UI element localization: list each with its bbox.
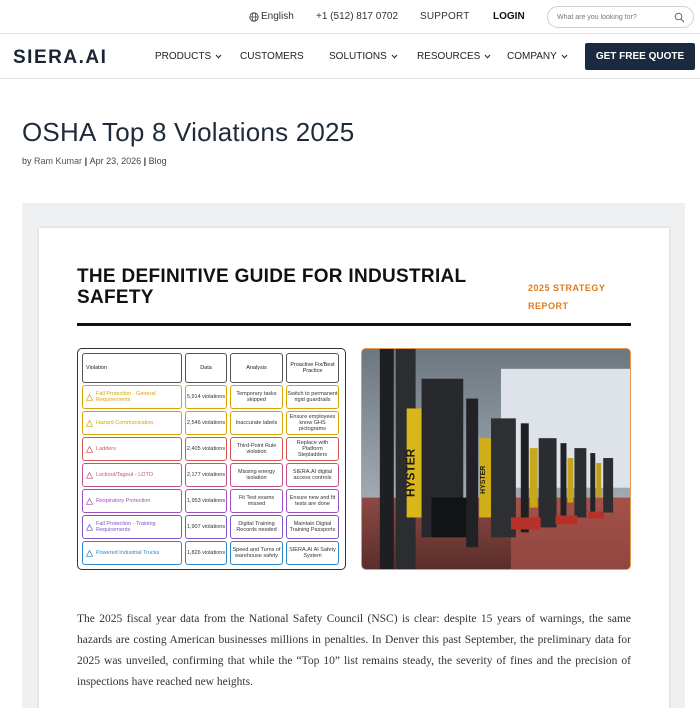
- analysis-cell-text: Missing energy isolation: [238, 469, 275, 481]
- best-practice-cell: [286, 437, 339, 461]
- violations-table: [77, 348, 346, 570]
- chevron-down-icon: [561, 54, 568, 59]
- analysis-cell: [230, 541, 283, 565]
- divider: [77, 323, 631, 326]
- nav-item-company[interactable]: [507, 51, 568, 62]
- best-practice-cell-text: Replace with Platform Stepladders: [296, 440, 329, 458]
- post-date: Apr 23, 2026: [89, 156, 142, 166]
- violation-count-cell: [185, 437, 227, 461]
- nav-item-label: COMPANY: [507, 51, 557, 62]
- best-practice-cell-text: Maintain Digital Training Passports: [289, 521, 336, 533]
- get-free-quote-button[interactable]: GET FREE QUOTE: [585, 43, 695, 70]
- meta-by: by: [22, 156, 32, 166]
- violation-cell: [82, 437, 182, 461]
- featured-image: [39, 228, 669, 708]
- report-label: 2025 STRATEGY REPORT: [528, 283, 606, 311]
- author-link[interactable]: Ram Kumar: [34, 156, 83, 166]
- login-link[interactable]: LOGIN: [493, 11, 525, 22]
- forklift-photo: [361, 348, 631, 570]
- violation-count-cell-text: 5,914 violations: [186, 394, 226, 400]
- hazard-icon: [86, 394, 93, 401]
- utility-bar: [0, 0, 700, 34]
- analysis-cell-text: Digital Training Records needed: [236, 521, 277, 533]
- table-header-cell-text: Analysis: [246, 365, 267, 371]
- analysis-cell: [230, 385, 283, 409]
- analysis-cell-text: Fit Test exams missed: [238, 495, 275, 507]
- violation-name: Lockout/Tagout - LOTO: [96, 472, 154, 478]
- violation-count-cell-text: 1,826 violations: [186, 550, 226, 556]
- svg-text:HYSTER: HYSTER: [480, 465, 488, 494]
- violation-cell: [82, 515, 182, 539]
- globe-icon: [249, 12, 259, 22]
- violation-count-cell-text: 1,953 violations: [186, 498, 226, 504]
- language-label: English: [261, 11, 294, 22]
- violation-name: Ladders: [96, 446, 116, 452]
- best-practice-cell: [286, 385, 339, 409]
- search-input[interactable]: [557, 11, 667, 24]
- nav-item-customers[interactable]: [240, 51, 304, 62]
- analysis-cell-text: Temporary tasks skipped: [236, 391, 277, 403]
- table-header-cell-text: Proactive Fix/Best Practice: [290, 362, 335, 374]
- page-title: OSHA Top 8 Violations 2025: [22, 117, 355, 147]
- violation-count-cell-text: 2,405 violations: [186, 446, 226, 452]
- chevron-down-icon: [391, 54, 398, 59]
- support-link[interactable]: SUPPORT: [420, 11, 470, 22]
- analysis-cell: [230, 489, 283, 513]
- hazard-icon: [86, 550, 93, 557]
- table-header-cell: [230, 353, 283, 383]
- hazard-icon: [86, 472, 93, 479]
- svg-text:HYSTER: HYSTER: [403, 448, 418, 497]
- hazard-icon: [86, 420, 93, 427]
- language-selector[interactable]: [249, 11, 294, 22]
- main-nav: [0, 35, 700, 79]
- phone-link[interactable]: +1 (512) 817 0702: [316, 11, 399, 22]
- analysis-cell: [230, 437, 283, 461]
- chevron-down-icon: [215, 54, 222, 59]
- chevron-down-icon: [484, 54, 491, 59]
- article-paragraph: The 2025 fiscal year data from the National Safety Council (NSC) is clear: despite 15 years of warnings, the same hazards are costing American businesses millions in penalties. In Denver this past September, the preliminary data for 2025 was unveiled, confirming that while the “Top 10” list remains steady, the severity of fines and the precision of inspections have reached new heights.: [77, 613, 631, 688]
- violation-cell: [82, 411, 182, 435]
- site-logo[interactable]: SIERA.AI: [13, 47, 108, 68]
- violation-count-cell: [185, 385, 227, 409]
- category-link[interactable]: Blog: [148, 156, 167, 166]
- violation-name: Powered Industrial Trucks: [96, 550, 160, 556]
- table-header-cell-text: Violation: [86, 365, 107, 371]
- violation-name: Fall Protection - General Requirements: [96, 391, 156, 403]
- violation-count-cell-text: 2,177 violations: [186, 472, 226, 478]
- analysis-cell: [230, 463, 283, 487]
- best-practice-cell-text: Ensure new and fit tests are done: [289, 495, 336, 507]
- nav-item-label: CUSTOMERS: [240, 51, 304, 62]
- best-practice-cell: [286, 541, 339, 565]
- analysis-cell-text: Inaccurate labels: [235, 420, 278, 426]
- analysis-cell: [230, 515, 283, 539]
- nav-item-products[interactable]: [155, 51, 222, 62]
- table-header-cell: [82, 353, 182, 383]
- best-practice-cell: [286, 489, 339, 513]
- table-header-cell-text: Data: [200, 365, 212, 371]
- analysis-cell-text: Third-Point Rule violation: [236, 443, 277, 455]
- violation-name: Respiratory Protection: [96, 498, 151, 504]
- violation-count-cell: [185, 463, 227, 487]
- violation-count-cell: [185, 515, 227, 539]
- violation-cell: [82, 463, 182, 487]
- violation-count-cell-text: 2,546 violations: [186, 420, 226, 426]
- violation-count-cell: [185, 411, 227, 435]
- nav-item-solutions[interactable]: [329, 51, 398, 62]
- violation-cell: [82, 489, 182, 513]
- violation-count-cell: [185, 489, 227, 513]
- analysis-cell-text: Speed and Turns of warehouse safety: [232, 547, 281, 559]
- violation-count-cell: [185, 541, 227, 565]
- violation-name: Fall Protection - Training Requirements: [96, 521, 156, 533]
- nav-item-label: PRODUCTS: [155, 51, 212, 62]
- best-practice-cell: [286, 411, 339, 435]
- best-practice-cell: [286, 515, 339, 539]
- best-practice-cell-text: Switch to permanent rigid guardrails: [287, 391, 338, 403]
- violation-count-cell-text: 1,907 violations: [186, 524, 226, 530]
- hazard-icon: [86, 498, 93, 505]
- violation-cell: [82, 541, 182, 565]
- hazard-icon: [86, 446, 93, 453]
- post-meta: by Ram Kumar | Apr 23, 2026 | Blog: [22, 156, 167, 166]
- analysis-cell: [230, 411, 283, 435]
- best-practice-cell-text: SIERA.AI AI Safety System: [289, 547, 336, 559]
- table-header-cell: [286, 353, 339, 383]
- violation-name: Hazard Communication: [96, 420, 154, 426]
- violation-cell: [82, 385, 182, 409]
- search-icon[interactable]: [674, 12, 685, 23]
- best-practice-cell-text: Ensure employees know GHS pictograms: [289, 414, 336, 432]
- nav-item-label: SOLUTIONS: [329, 51, 387, 62]
- best-practice-cell-text: SIERA.AI digital access controls: [292, 469, 333, 481]
- nav-item-label: RESOURCES: [417, 51, 481, 62]
- search-box: [547, 6, 694, 28]
- table-header-cell: [185, 353, 227, 383]
- forklift-illustration: [362, 349, 630, 569]
- hazard-icon: [86, 524, 93, 531]
- guide-headline: THE DEFINITIVE GUIDE FOR INDUSTRIAL SAFETY: [77, 266, 467, 308]
- nav-item-resources[interactable]: [417, 51, 491, 62]
- best-practice-cell: [286, 463, 339, 487]
